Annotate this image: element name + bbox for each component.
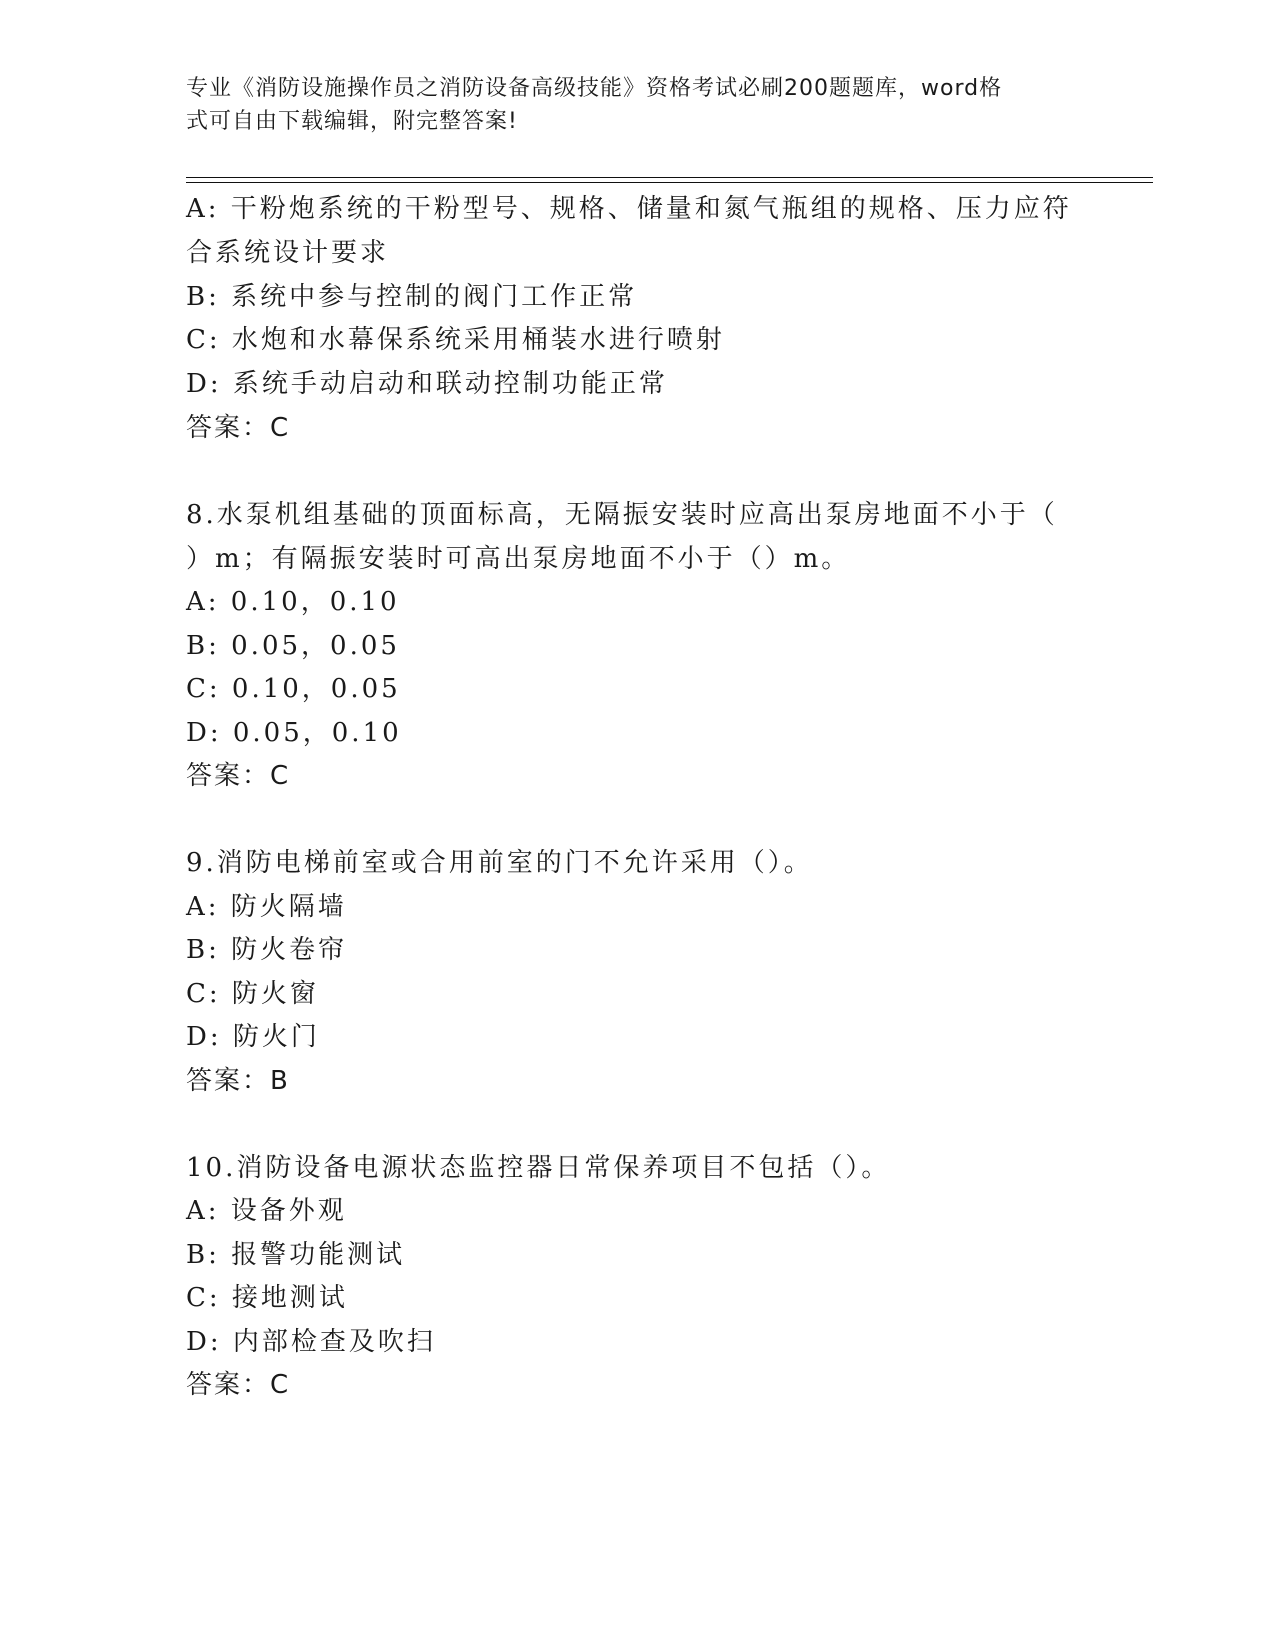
q10-option-d: D: 内部检查及吹扫 <box>186 1327 436 1357</box>
q9-option-c: C: 防火窗 <box>186 979 319 1009</box>
q7-option-d: D: 系统手动启动和联动控制功能正常 <box>186 369 668 399</box>
header-line-1: 专业《消防设施操作员之消防设备高级技能》资格考试必刷200题题库，word格 <box>186 76 1003 101</box>
q8-question-line-2: ）m；有隔振安装时可高出泵房地面不小于（）m。 <box>186 544 851 574</box>
header-rule-top <box>186 177 1153 178</box>
q7-option-a-line-2: 合系统设计要求 <box>186 238 390 268</box>
q10-answer: 答案：C <box>186 1370 291 1400</box>
q10-option-a: A: 设备外观 <box>186 1196 347 1226</box>
q10-option-c: C: 接地测试 <box>186 1283 348 1313</box>
q10-question: 10.消防设备电源状态监控器日常保养项目不包括（）。 <box>186 1153 891 1183</box>
q9-answer: 答案：B <box>186 1066 290 1096</box>
q9-option-b: B: 防火卷帘 <box>186 935 348 965</box>
q8-option-d: D: 0.05，0.10 <box>186 718 402 748</box>
q10-option-b: B: 报警功能测试 <box>186 1240 406 1270</box>
header-rule-bottom <box>186 182 1153 183</box>
document-header <box>186 72 1066 138</box>
q7-option-c: C: 水炮和水幕保系统采用桶装水进行喷射 <box>186 325 725 355</box>
q9-question: 9.消防电梯前室或合用前室的门不允许采用（）。 <box>186 848 813 878</box>
q7-answer: 答案：C <box>186 413 291 443</box>
q8-question-line-1: 8.水泵机组基础的顶面标高，无隔振安装时应高出泵房地面不小于（ <box>186 500 1058 530</box>
q8-option-a: A: 0.10，0.10 <box>186 587 400 617</box>
q9-option-a: A: 防火隔墙 <box>186 892 347 922</box>
q7-option-b: B: 系统中参与控制的阀门工作正常 <box>186 282 638 312</box>
q9-option-d: D: 防火门 <box>186 1022 320 1052</box>
q8-answer: 答案：C <box>186 761 291 791</box>
q7-option-a-line-1: A: 干粉炮系统的干粉型号、规格、储量和氮气瓶组的规格、压力应符 <box>186 194 1072 224</box>
header-line-2: 式可自由下载编辑，附完整答案! <box>186 109 518 134</box>
q8-option-b: B: 0.05，0.05 <box>186 631 400 661</box>
q8-option-c: C: 0.10，0.05 <box>186 674 401 704</box>
